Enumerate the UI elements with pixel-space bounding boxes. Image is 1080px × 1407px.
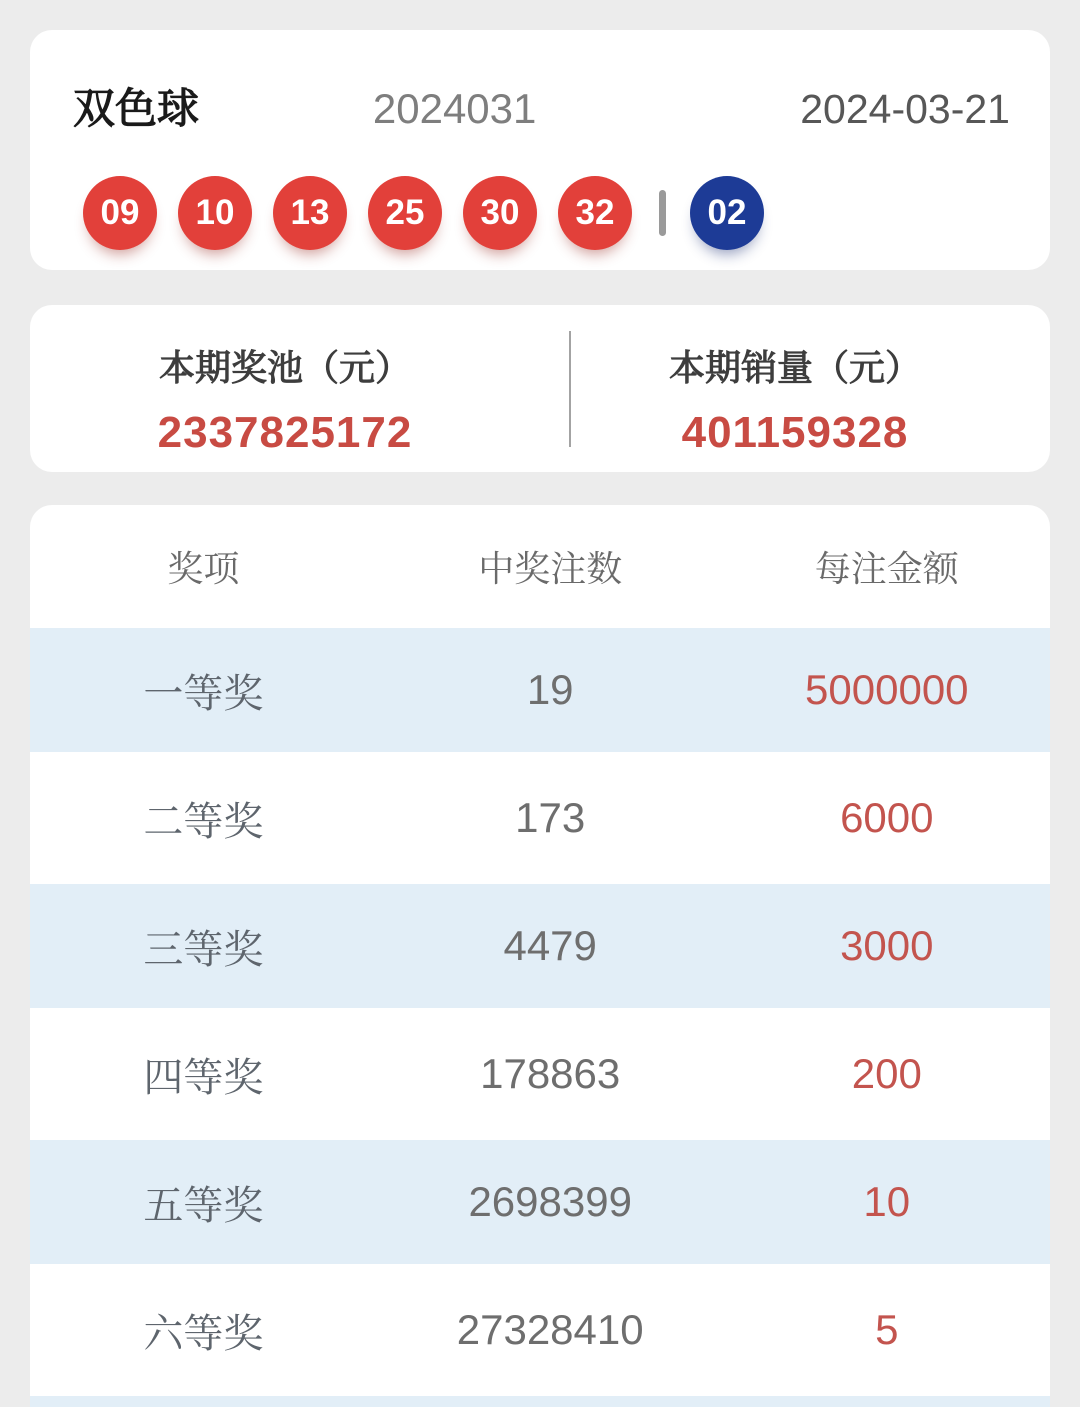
ball-separator [659,190,666,236]
prize-amount: 10 [863,1178,911,1225]
winner-count: 178863 [480,1050,621,1097]
table-header-row [30,505,1050,628]
table-body [30,628,1050,1407]
winning-numbers [73,176,1010,250]
draw-info-card [30,30,1050,270]
winner-count: 173 [515,794,586,841]
table-row [30,1268,1050,1392]
prize-pool-stat [30,340,540,472]
red-ball: 25 [368,176,442,250]
prize-amount: 5000000 [805,666,969,713]
blue-ball: 02 [690,176,764,250]
lottery-name: 双色球 [73,85,200,132]
prize-name: 三等奖 [143,927,264,972]
table-row [30,1012,1050,1136]
draw-date: 2024-03-21 [800,86,1010,132]
red-ball: 09 [83,176,157,250]
vertical-divider [569,331,571,447]
column-header-count: 中奖注数 [478,548,623,589]
table-row [30,628,1050,752]
winner-count: 27328410 [456,1306,644,1353]
sales-value: 401159328 [681,408,909,457]
prize-amount: 3000 [840,922,934,969]
prize-amount: 5 [875,1306,899,1353]
prize-table-card [30,505,1050,1407]
draw-header [73,76,1010,136]
prize-name: 二等奖 [143,799,264,844]
draw-number: 2024031 [372,85,537,132]
stats-card [30,305,1050,472]
winner-count: 2698399 [468,1178,632,1225]
table-row [30,884,1050,1008]
winner-count: 19 [526,666,574,713]
red-ball: 32 [558,176,632,250]
red-ball: 13 [273,176,347,250]
table-row-partial [30,1396,1050,1407]
prize-amount: 6000 [840,794,934,841]
winner-count: 4479 [503,922,597,969]
prize-pool-value: 2337825172 [157,408,413,457]
prize-name: 一等奖 [143,671,264,716]
column-header-amount: 每注金额 [814,548,959,589]
sales-stat [540,340,1050,472]
red-ball: 30 [463,176,537,250]
column-header-prize: 奖项 [167,548,240,589]
table-row [30,756,1050,880]
table-row [30,1140,1050,1264]
prize-name: 六等奖 [143,1311,264,1356]
prize-amount: 200 [851,1050,922,1097]
prize-pool-label: 本期奖池（元） [158,347,411,388]
prize-name: 五等奖 [143,1183,264,1228]
prize-name: 四等奖 [143,1055,264,1100]
red-ball: 10 [178,176,252,250]
sales-label: 本期销量（元） [668,347,921,388]
